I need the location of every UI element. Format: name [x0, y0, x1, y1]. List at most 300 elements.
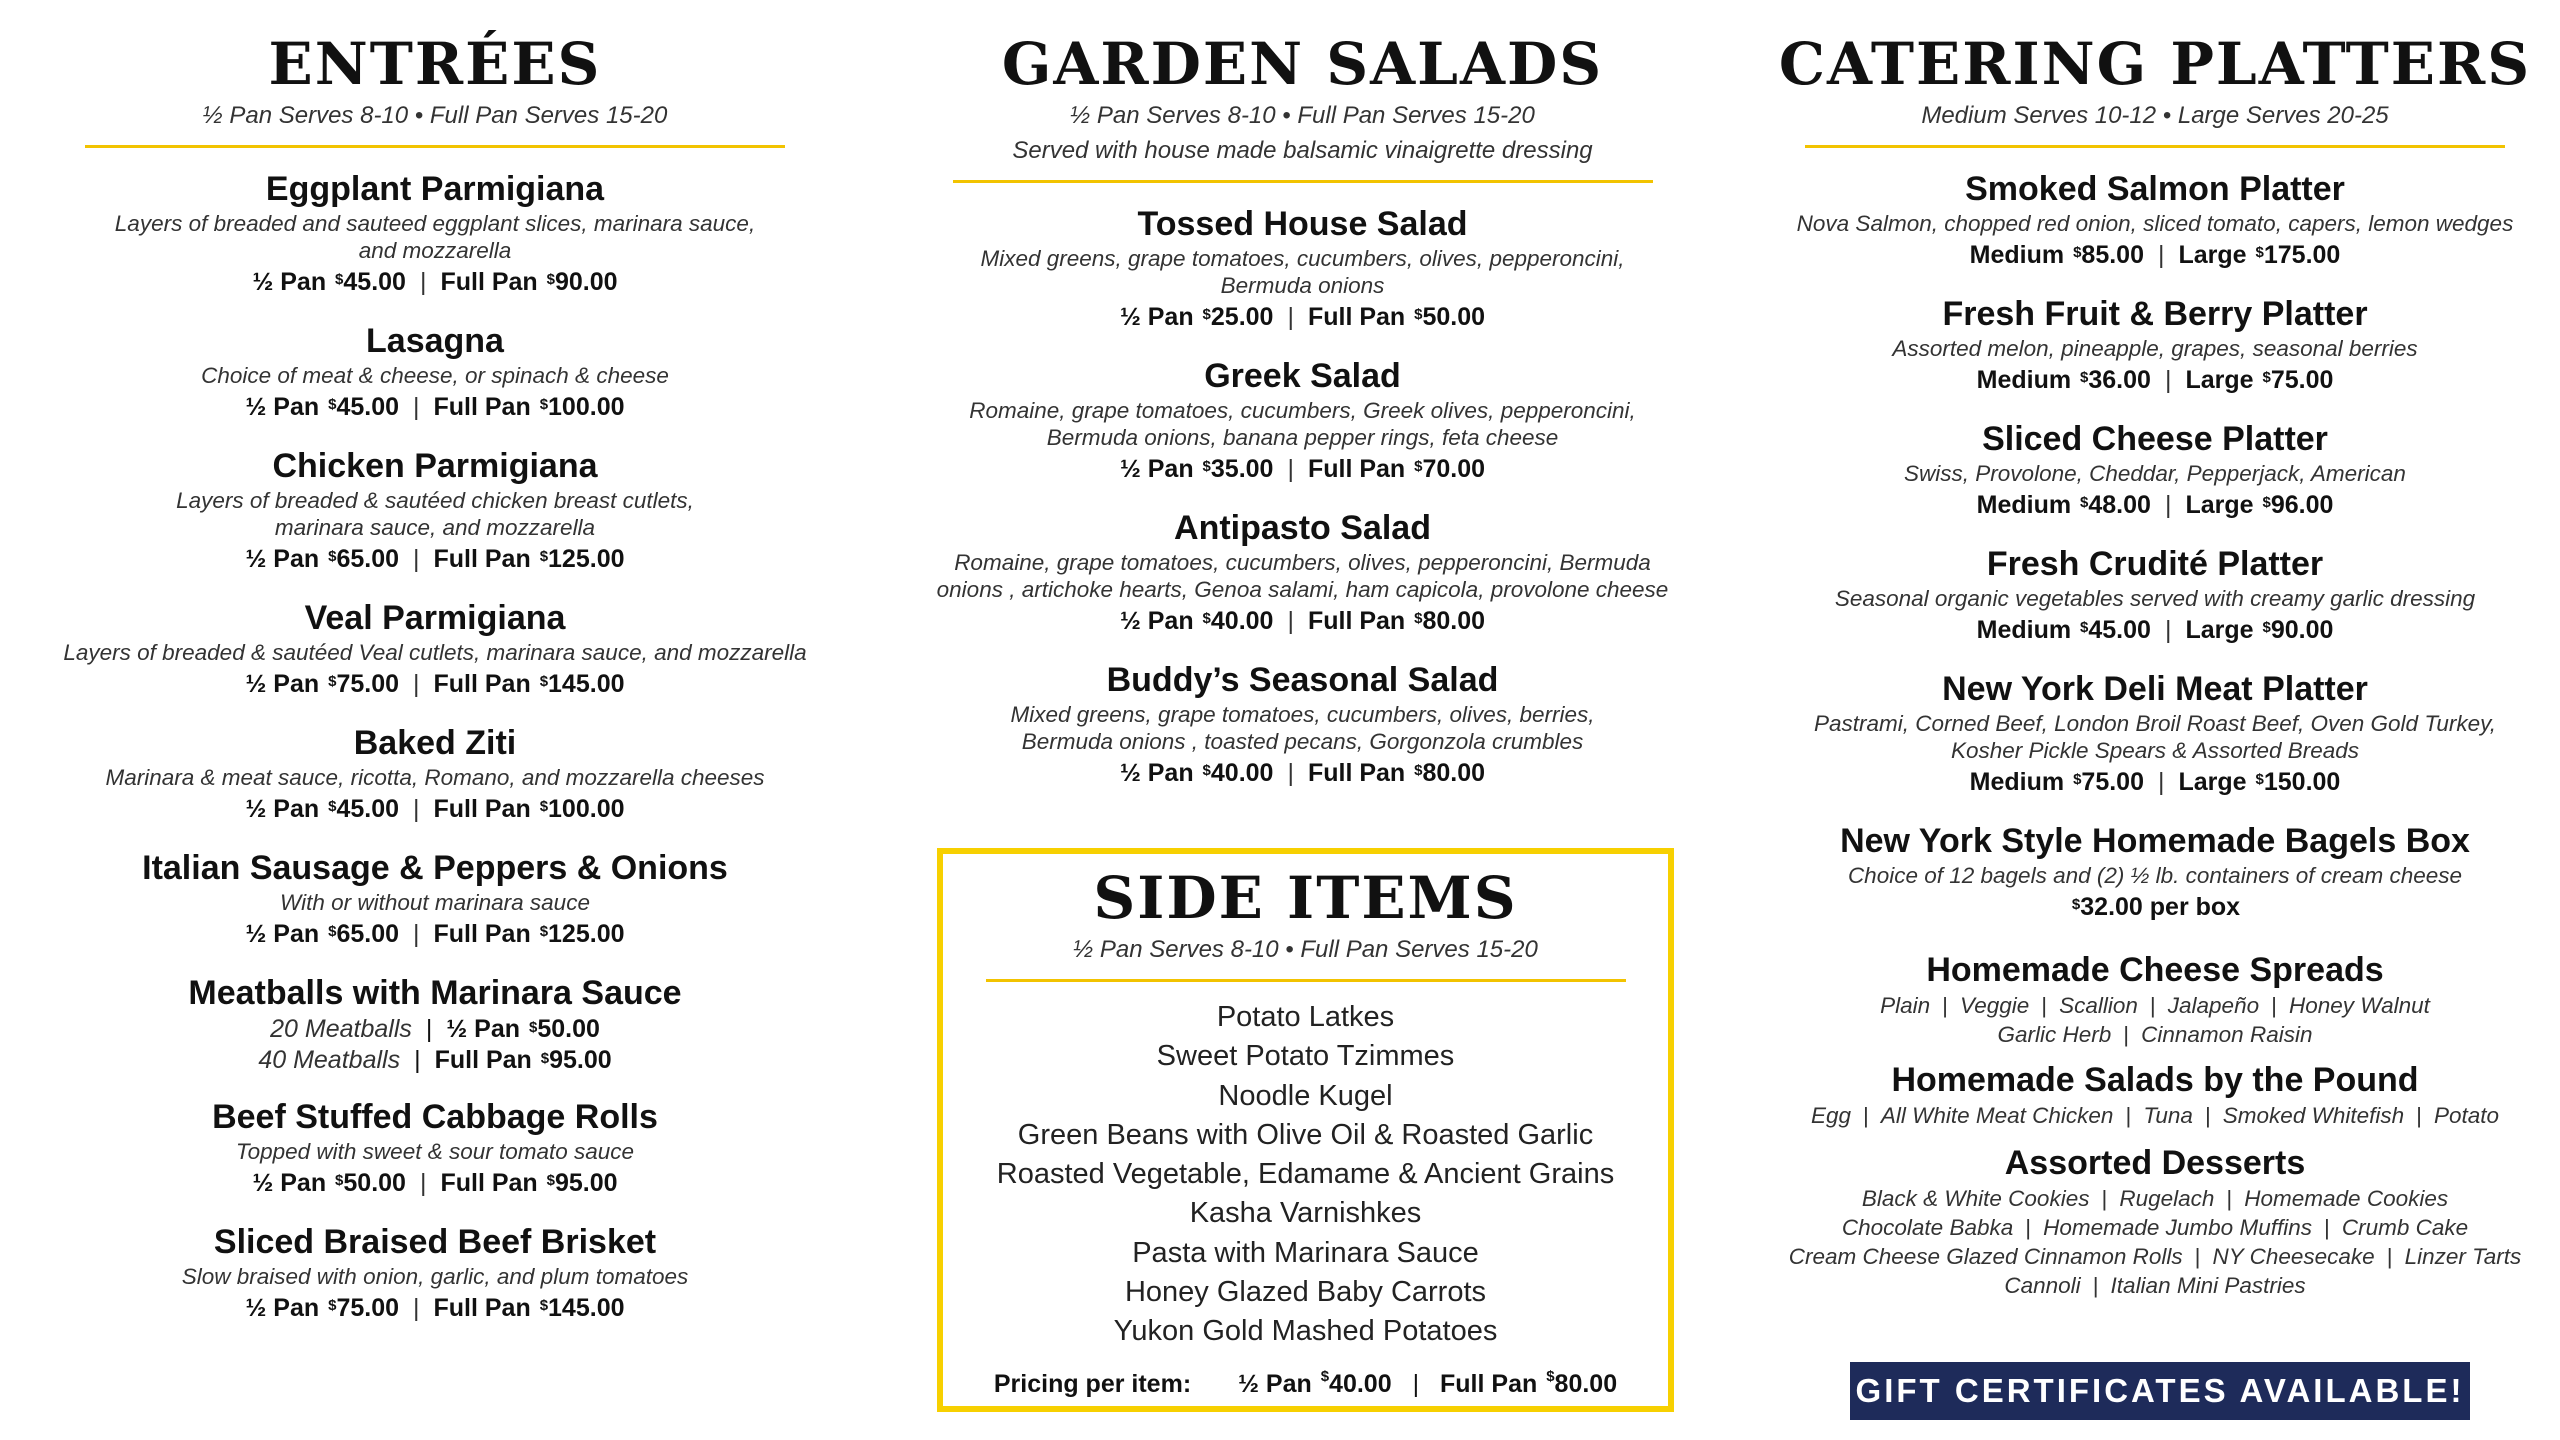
price-label: ½ Pan — [252, 268, 334, 296]
bagels-item — [1770, 820, 2540, 925]
option: Smoked Whitefish — [2222, 1103, 2405, 1128]
item-name: Sliced Braised Beef Brisket — [213, 1223, 657, 1261]
option: Homemade Cookies — [2244, 1186, 2449, 1211]
price-value: 25.00 — [1210, 303, 1274, 331]
dollar-sign: $ — [2262, 619, 2271, 636]
item-name: Homemade Cheese Spreads — [1926, 951, 2384, 989]
price-label: Full Pan — [1307, 759, 1413, 787]
menu-item — [60, 1221, 810, 1326]
option: Chocolate Babka — [1841, 1215, 2014, 1240]
entrees-list-2 — [60, 1096, 810, 1326]
dollar-sign: $ — [2073, 244, 2082, 261]
item-price — [60, 389, 810, 425]
item-name: Tossed House Salad — [1137, 205, 1468, 243]
item-name: Buddy’s Seasonal Salad — [1106, 661, 1499, 699]
salads-dressing-note: Served with house made balsamic vinaigrette dressing — [1012, 137, 1593, 164]
option: Cinnamon Raisin — [2141, 1022, 2313, 1047]
item-description — [1770, 335, 2540, 362]
price-value: 95.00 — [549, 1046, 612, 1074]
side-item: Potato Latkes — [1216, 1001, 1395, 1033]
menu-item — [1770, 168, 2540, 273]
item-price — [60, 666, 810, 702]
price-value: 85.00 — [2081, 241, 2144, 269]
meatballs-prices — [60, 1014, 810, 1076]
price-value: 40.00 — [1210, 607, 1274, 635]
price-separator: | — [413, 393, 420, 421]
meatball-price — [446, 1015, 600, 1043]
half-pan-label: ½ Pan — [1238, 1369, 1312, 1398]
price-value: 45.00 — [2088, 616, 2151, 644]
item-price — [1770, 487, 2540, 523]
price-value: 90.00 — [2270, 616, 2334, 644]
price-label: Full Pan — [433, 795, 538, 823]
menu-item — [60, 168, 810, 300]
option: Plain — [1880, 993, 1931, 1018]
meatball-row — [60, 1045, 810, 1076]
option: Homemade Jumbo Muffins — [2043, 1215, 2312, 1240]
option: NY Cheesecake — [2212, 1244, 2375, 1269]
item-description — [60, 1138, 810, 1165]
item-description — [925, 397, 1680, 451]
item-price — [925, 603, 1680, 639]
dollar-sign: $ — [1414, 610, 1423, 627]
option-separator: | — [2194, 1244, 2201, 1269]
price-label: Large — [2185, 616, 2261, 644]
side-items-list — [943, 998, 1668, 1352]
dollar-sign: $ — [328, 396, 337, 413]
price-value: 45.00 — [336, 393, 399, 421]
option: Rugelach — [2119, 1186, 2215, 1211]
item-price — [1770, 889, 2540, 925]
dollar-sign: $ — [328, 798, 337, 815]
price-value: 45.00 — [343, 268, 406, 296]
menu-item — [1770, 293, 2540, 398]
menu-item — [925, 659, 1680, 791]
item-name: Smoked Salmon Platter — [1965, 170, 2345, 208]
dollar-sign: $ — [328, 673, 337, 690]
option-separator: | — [1942, 993, 1949, 1018]
dollar-sign: $ — [1202, 762, 1211, 779]
price-separator: | — [413, 545, 420, 573]
side-item: Kasha Varnishkes — [1189, 1197, 1422, 1230]
price-value: 125.00 — [548, 920, 625, 948]
price-value: 75.00 — [336, 1294, 399, 1322]
price-label: ½ Pan — [245, 920, 327, 948]
item-description — [925, 549, 1680, 603]
description-line: Layers of breaded and sauteed eggplant slices, marinara sauce, — [114, 211, 756, 236]
dollar-sign: $ — [539, 673, 549, 690]
dollar-sign: $ — [1414, 458, 1423, 475]
item-description — [1770, 210, 2540, 237]
description-line: Mixed greens, grape tomatoes, cucumbers, olives, pepperoncini, — [980, 246, 1625, 271]
price-value: 100.00 — [548, 795, 625, 823]
option-separator: | — [2149, 993, 2156, 1018]
gift-certificates-banner: GIFT CERTIFICATES AVAILABLE! — [1850, 1362, 2470, 1420]
dollar-sign: $ — [2071, 896, 2081, 913]
price-value: 125.00 — [548, 545, 625, 573]
price-label: ½ Pan — [245, 393, 327, 421]
price-label: ½ Pan — [1119, 303, 1201, 331]
dollar-sign: $ — [539, 548, 549, 565]
price-label: Large — [2178, 768, 2254, 796]
option-separator: | — [2416, 1103, 2422, 1128]
entrees-subtitle: ½ Pan Serves 8-10 • Full Pan Serves 15-20 — [202, 102, 668, 129]
item-description: Choice of 12 bagels and (2) ½ lb. containers of cream cheese — [1847, 863, 2463, 888]
description-line: Kosher Pickle Spears & Assorted Breads — [1950, 738, 2360, 763]
price-label: Full Pan — [440, 268, 545, 296]
item-price — [60, 541, 810, 577]
item-description — [60, 210, 810, 264]
option-separator: | — [2271, 993, 2277, 1018]
options-row — [1770, 1242, 2540, 1271]
item-price — [925, 755, 1680, 791]
description-line: Topped with sweet & sour tomato sauce — [235, 1139, 635, 1164]
item-description — [925, 245, 1680, 299]
dollar-sign: $ — [1320, 1367, 1330, 1385]
price-separator: | — [2164, 366, 2172, 394]
menu-item — [925, 355, 1680, 487]
price-value: 50.00 — [1422, 303, 1486, 331]
option: Scallion — [2059, 993, 2138, 1018]
spreads-item — [1770, 949, 2540, 1049]
dollar-sign: $ — [1414, 306, 1423, 323]
dollar-sign: $ — [335, 271, 344, 288]
dollar-sign: $ — [1546, 1367, 1555, 1385]
salads-divider — [953, 180, 1653, 183]
pound-salads-item — [1770, 1059, 2540, 1130]
item-name: Homemade Salads by the Pound — [1891, 1061, 2419, 1099]
option-separator: | — [2386, 1244, 2393, 1269]
options-row — [1770, 1020, 2540, 1049]
side-item: Green Beans with Olive Oil & Roasted Garlic — [1017, 1118, 1594, 1151]
option-separator: | — [2204, 1103, 2211, 1128]
price-value: 75.00 — [2081, 768, 2144, 796]
price-value: 145.00 — [548, 670, 625, 698]
menu-item — [925, 507, 1680, 639]
price-label: ½ Pan — [245, 795, 327, 823]
price-value: 150.00 — [2263, 768, 2341, 796]
description-line: Bermuda onions , toasted pecans, Gorgonzola crumbles — [1021, 729, 1584, 754]
price-separator: | — [2164, 616, 2172, 644]
dollar-sign: $ — [2080, 494, 2089, 511]
price-label: ½ Pan — [245, 670, 327, 698]
description-line: Layers of breaded & sautéed chicken breast cutlets, — [176, 488, 694, 513]
price-value: 45.00 — [336, 795, 399, 823]
price-label: Full Pan — [1307, 303, 1413, 331]
price-value: 75.00 — [336, 670, 399, 698]
meatball-price — [435, 1046, 612, 1074]
price-value: 145.00 — [548, 1294, 625, 1322]
sides-divider — [986, 979, 1626, 982]
price-value: 40.00 — [1210, 759, 1274, 787]
option: Tuna — [2143, 1103, 2193, 1128]
sides-subtitle: ½ Pan Serves 8-10 • Full Pan Serves 15-20 — [1073, 936, 1538, 963]
item-name: Chicken Parmigiana — [272, 447, 598, 485]
side-item: Pasta with Marinara Sauce — [1132, 1236, 1479, 1269]
full-pan-label: Full Pan — [1440, 1369, 1538, 1398]
price-label: Full Pan — [433, 670, 538, 698]
description-line: Bermuda onions — [1220, 273, 1385, 298]
option-separator: | — [2123, 1022, 2130, 1047]
option: Egg — [1810, 1103, 1851, 1128]
price-label: Large — [2178, 241, 2254, 269]
desserts-item — [1770, 1142, 2540, 1300]
dollar-sign: $ — [328, 548, 337, 565]
dollar-sign: $ — [539, 923, 549, 940]
salads-column — [925, 0, 1680, 791]
item-description — [60, 487, 810, 541]
side-item: Roasted Vegetable, Edamame & Ancient Grains — [996, 1158, 1615, 1191]
description-line: Bermuda onions, banana pepper rings, feta cheese — [1046, 425, 1559, 450]
option-separator: | — [2125, 1103, 2132, 1128]
item-price — [925, 451, 1680, 487]
item-name: Baked Ziti — [353, 724, 517, 762]
option: Italian Mini Pastries — [2110, 1273, 2306, 1298]
price-label: ½ Pan — [1119, 607, 1201, 635]
description-line: Choice of meat & cheese, or spinach & cheese — [201, 363, 669, 388]
sides-title: SIDE ITEMS — [1093, 864, 1518, 932]
item-name: Fresh Crudité Platter — [1986, 545, 2324, 583]
price-label: ½ Pan — [245, 1294, 327, 1322]
item-name: Eggplant Parmigiana — [265, 170, 605, 208]
price-label: ½ Pan — [1119, 455, 1201, 483]
price-separator: | — [425, 1015, 433, 1043]
menu-item — [60, 597, 810, 702]
dollar-sign: $ — [328, 923, 337, 940]
price-label: ½ Pan — [245, 545, 327, 573]
price-separator: | — [413, 670, 420, 698]
description-line: Romaine, grape tomatoes, cucumbers, Greek olives, pepperoncini, — [969, 398, 1636, 423]
option: Cream Cheese Glazed Cinnamon Rolls — [1788, 1244, 2183, 1269]
dollar-sign: $ — [546, 271, 555, 288]
price-label: Full Pan — [440, 1169, 545, 1197]
item-price — [60, 1290, 810, 1326]
dollar-sign: $ — [1202, 306, 1211, 323]
meatball-row — [60, 1014, 810, 1045]
dollar-sign: $ — [1414, 762, 1423, 779]
price-label: Medium — [1976, 491, 2079, 519]
entrees-title: ENTRÉES — [268, 30, 602, 98]
option-separator: | — [2025, 1215, 2032, 1240]
salads-subtitle: ½ Pan Serves 8-10 • Full Pan Serves 15-20 — [1070, 102, 1535, 129]
price-value: 50.00 — [343, 1169, 406, 1197]
price-value: 36.00 — [2088, 366, 2151, 394]
options-row — [1770, 1213, 2540, 1242]
price-label: Full Pan — [433, 545, 538, 573]
dollar-sign: $ — [2255, 244, 2264, 261]
options-row — [1770, 1184, 2540, 1213]
item-description — [60, 362, 810, 389]
price-separator: | — [2157, 768, 2165, 796]
dollar-sign: $ — [539, 1297, 549, 1314]
meatballs-item — [60, 972, 810, 1076]
price-label: Full Pan — [1307, 607, 1413, 635]
menu-item — [60, 847, 810, 952]
price-value: 65.00 — [336, 545, 399, 573]
item-price — [925, 299, 1680, 335]
description-line: Layers of breaded & sautéed Veal cutlets, marinara sauce, and mozzarella — [63, 640, 807, 665]
catering-list — [1770, 168, 2540, 800]
option: Veggie — [1960, 993, 2030, 1018]
catering-subtitle: Medium Serves 10-12 • Large Serves 20-25 — [1921, 102, 2389, 129]
menu-item — [60, 320, 810, 425]
price-label: Medium — [1969, 241, 2072, 269]
price-label: Full Pan — [1307, 455, 1413, 483]
half-pan-price: 40.00 — [1329, 1369, 1392, 1398]
price-value: 95.00 — [554, 1169, 618, 1197]
item-description — [1770, 460, 2540, 487]
entrees-list — [60, 168, 810, 952]
price-separator: | — [419, 1169, 427, 1197]
price-label: Full Pan — [433, 1294, 538, 1322]
price-label: Medium — [1969, 768, 2072, 796]
item-name: Fresh Fruit & Berry Platter — [1942, 295, 2368, 333]
price-separator: | — [1287, 607, 1294, 635]
item-price — [60, 916, 810, 952]
option: Jalapeño — [2167, 993, 2260, 1018]
price-value: 75.00 — [2270, 366, 2334, 394]
price-separator: | — [413, 795, 420, 823]
item-description — [1770, 585, 2540, 612]
description-line: Seasonal organic vegetables served with creamy garlic dressing — [1834, 586, 2476, 611]
pricing-label: Pricing per item: — [993, 1369, 1192, 1398]
option: All White Meat Chicken — [1880, 1103, 2114, 1128]
price-value: 80.00 — [1422, 607, 1486, 635]
dollar-sign: $ — [335, 1172, 344, 1189]
meatball-count: 20 Meatballs — [270, 1015, 412, 1043]
menu-item — [60, 445, 810, 577]
menu-item — [60, 1096, 810, 1201]
entrees-column — [60, 0, 810, 1326]
item-description — [60, 639, 810, 666]
meatball-count: 40 Meatballs — [258, 1046, 401, 1074]
option-separator: | — [1863, 1103, 1869, 1128]
price-separator: | — [419, 268, 427, 296]
side-item: Yukon Gold Mashed Potatoes — [1113, 1315, 1498, 1348]
dollar-sign: $ — [539, 396, 549, 413]
options-row — [1770, 991, 2540, 1020]
description-line: Romaine, grape tomatoes, cucumbers, olives, pepperoncini, Bermuda — [954, 550, 1651, 575]
side-pricing: Pricing per item: ½ Pan $40.00 | Full Pan $80.00 — [993, 1367, 1618, 1398]
price-label: Large — [2185, 366, 2261, 394]
salads-title: GARDEN SALADS — [1001, 30, 1604, 98]
option: Crumb Cake — [2341, 1215, 2469, 1240]
dollar-sign: $ — [546, 1172, 555, 1189]
item-name: Assorted Desserts — [2004, 1144, 2306, 1182]
description-line: With or without marinara sauce — [280, 890, 590, 915]
price-value: 48.00 — [2088, 491, 2151, 519]
item-description — [60, 764, 810, 791]
option-separator: | — [2226, 1186, 2233, 1211]
item-name: Italian Sausage & Peppers & Onions — [142, 849, 728, 887]
item-price — [1770, 362, 2540, 398]
item-name: Meatballs with Marinara Sauce — [188, 974, 682, 1012]
side-item: Sweet Potato Tzimmes — [1156, 1040, 1455, 1073]
description-line: Slow braised with onion, garlic, and plum tomatoes — [181, 1264, 689, 1289]
price-value: 100.00 — [548, 393, 625, 421]
catering-column — [1770, 0, 2540, 1300]
description-line: Mixed greens, grape tomatoes, cucumbers, olives, berries, — [1010, 702, 1595, 727]
side-item: Noodle Kugel — [1218, 1079, 1393, 1112]
description-line: Nova Salmon, chopped red onion, sliced tomato, capers, lemon wedges — [1796, 211, 2514, 236]
item-description — [60, 1263, 810, 1290]
description-line: marinara sauce, and mozzarella — [274, 515, 596, 540]
price-label: Full Pan — [433, 920, 538, 948]
entrees-divider — [85, 145, 785, 148]
item-name: New York Deli Meat Platter — [1942, 670, 2368, 708]
price-separator: | — [413, 1294, 420, 1322]
catering-divider — [1805, 145, 2505, 148]
description-line: Assorted melon, pineapple, grapes, seasonal berries — [1892, 336, 2418, 361]
item-name: Beef Stuffed Cabbage Rolls — [212, 1098, 658, 1136]
item-description — [60, 889, 810, 916]
price-label: ½ Pan — [446, 1015, 527, 1043]
item-price — [1770, 764, 2540, 800]
item-name: New York Style Homemade Bagels Box — [1840, 822, 2470, 860]
dollar-sign: $ — [528, 1019, 538, 1036]
dollar-sign: $ — [1202, 458, 1211, 475]
item-name: Sliced Cheese Platter — [1982, 420, 2328, 458]
price-value: 175.00 — [2263, 241, 2341, 269]
dollar-sign: $ — [540, 1050, 550, 1067]
price-value: 80.00 — [1422, 759, 1486, 787]
description-line: and mozzarella — [358, 238, 512, 263]
price-separator: | — [1287, 303, 1294, 331]
side-items-box — [937, 848, 1674, 1412]
price-separator: | — [1287, 455, 1294, 483]
item-price — [60, 1165, 810, 1201]
price-label: ½ Pan — [252, 1169, 334, 1197]
price-value: 90.00 — [554, 268, 618, 296]
description-line: Pastrami, Corned Beef, London Broil Roast Beef, Oven Gold Turkey, — [1814, 711, 2496, 736]
option: Cannoli — [2004, 1273, 2081, 1298]
menu-item — [1770, 668, 2540, 800]
item-name: Lasagna — [366, 322, 504, 360]
dollar-sign: $ — [2262, 369, 2271, 386]
price-label: Medium — [1976, 366, 2079, 394]
dollar-sign: $ — [2073, 771, 2082, 788]
description-line: onions , artichoke hearts, Genoa salami, ham capicola, provolone cheese — [936, 577, 1669, 602]
options-row — [1770, 1101, 2540, 1130]
catering-title: CATERING PLATTERS — [1778, 30, 2532, 98]
salads-list — [925, 203, 1680, 791]
menu-item — [60, 722, 810, 827]
options-row — [1770, 1271, 2540, 1300]
price-separator: | — [413, 920, 420, 948]
option-separator: | — [2101, 1186, 2108, 1211]
price-label: Full Pan — [433, 393, 538, 421]
item-name: Greek Salad — [1204, 357, 1401, 395]
full-pan-price: 80.00 — [1554, 1369, 1618, 1398]
item-price — [1770, 237, 2540, 273]
item-price — [60, 791, 810, 827]
item-name: Veal Parmigiana — [304, 599, 566, 637]
menu-item — [1770, 543, 2540, 648]
dollar-sign: $ — [1202, 610, 1211, 627]
option: Potato — [2433, 1103, 2500, 1128]
description-line: Swiss, Provolone, Cheddar, Pepperjack, American — [1904, 461, 2406, 486]
bagels-price: 32.00 per box — [2080, 893, 2241, 921]
price-separator: | — [2157, 241, 2165, 269]
dollar-sign: $ — [2262, 494, 2271, 511]
price-separator: | — [414, 1046, 421, 1074]
dollar-sign: $ — [2080, 619, 2089, 636]
side-item: Honey Glazed Baby Carrots — [1124, 1276, 1487, 1309]
item-price — [1770, 612, 2540, 648]
price-label: Full Pan — [434, 1046, 539, 1074]
menu-item — [1770, 418, 2540, 523]
option-separator: | — [2092, 1273, 2099, 1298]
